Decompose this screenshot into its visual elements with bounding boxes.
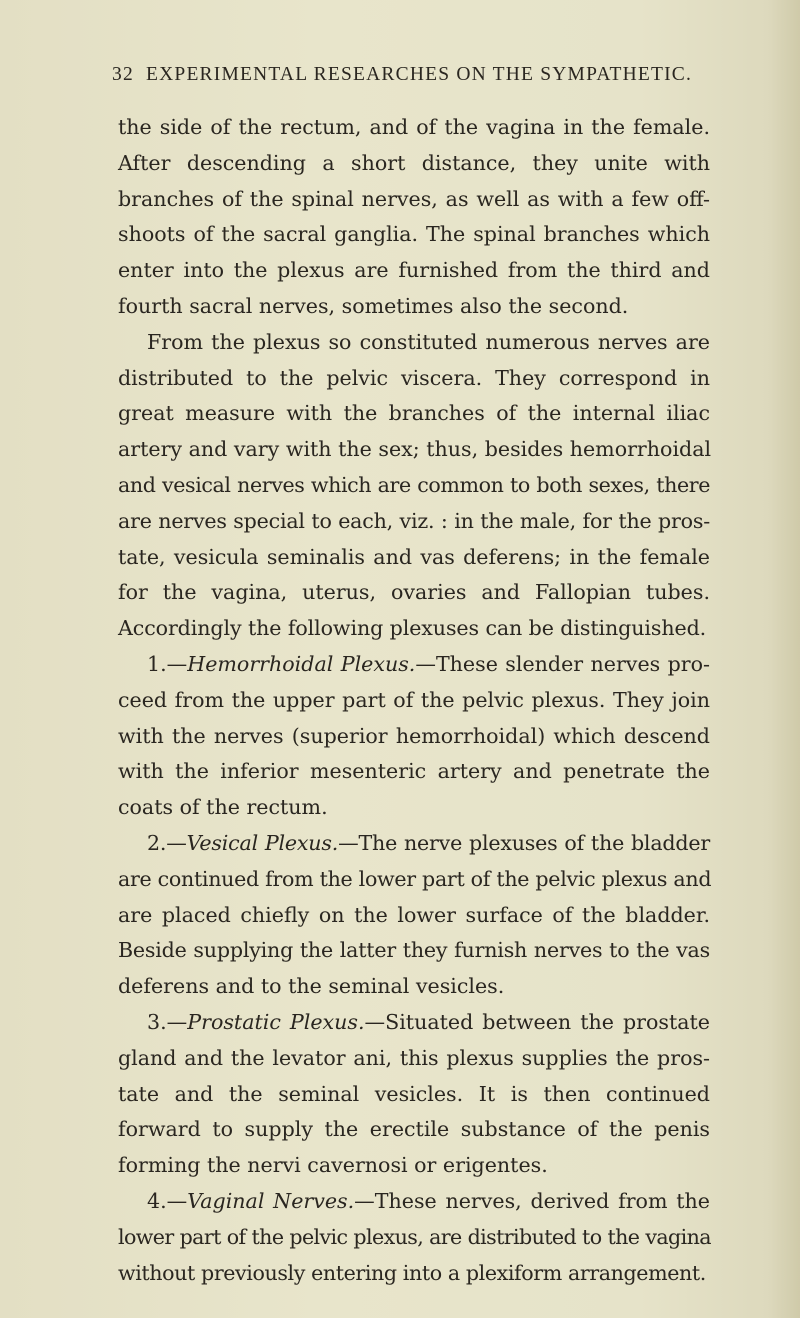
text-line: and vesical nerves which are common to both sexes, there (118, 472, 710, 497)
text-line: coats of the rectum. (118, 795, 328, 820)
text-line: tate, vesicula seminalis and vas deferens; in the female (118, 544, 710, 569)
text-line: branches of the spinal nerves, as well as with a few off- (118, 186, 710, 211)
item-title: Hemorrhoidal Plexus. (187, 651, 416, 676)
text-line: forward to supply the erectile substance of the penis (118, 1117, 710, 1142)
text-line: are placed chiefly on the lower surface of the bladder. (118, 902, 710, 927)
text-line: great measure with the branches of the internal iliac (118, 401, 710, 426)
item-number: 4.— (147, 1188, 188, 1213)
text-line: enter into the plexus are furnished from the third and (118, 258, 710, 283)
item-text: —These nerves, derived from the (354, 1188, 710, 1213)
item-number: 3.— (147, 1009, 188, 1034)
text-line: distributed to the pelvic viscera. They correspond in (118, 365, 710, 390)
item-text: —These slender nerves pro- (415, 651, 710, 676)
item-4-first-line (118, 1184, 710, 1220)
text-line: with the nerves (superior hemorrhoidal) which descend (118, 723, 710, 748)
running-header (112, 64, 692, 94)
item-2-first-line (118, 826, 710, 862)
item-number: 2.— (147, 830, 187, 855)
text-line: without previously entering into a plexiform arrangement. (118, 1260, 706, 1285)
body-text (118, 110, 710, 1291)
text-line: are nerves special to each, viz. : in the male, for the pros- (118, 508, 710, 533)
text-line: artery and vary with the sex; thus, besides hemorrhoidal (118, 437, 712, 462)
text-line: are continued from the lower part of the pelvic plexus and (118, 866, 712, 891)
text-line: After descending a short distance, they unite with (118, 150, 710, 175)
page-number: 32 (112, 64, 134, 85)
item-title: Prostatic Plexus. (187, 1009, 365, 1034)
text-line: shoots of the sacral ganglia. The spinal branches which (118, 222, 710, 247)
text-line: Accordingly the following plexuses can be distinguished. (118, 616, 707, 641)
text-line: deferens and to the seminal vesicles. (118, 974, 505, 999)
text-line: Beside supplying the latter they furnish nerves to the vas (118, 938, 710, 963)
item-title: Vesical Plexus. (186, 830, 339, 855)
text-line: ceed from the upper part of the pelvic plexus. They join (118, 687, 710, 712)
text-line: the side of the rectum, and of the vagina in the female. (118, 115, 710, 139)
text-line: for the vagina, uterus, ovaries and Fallopian tubes. (118, 580, 710, 605)
text-line: with the inferior mesenteric artery and penetrate the (118, 759, 710, 784)
item-3-first-line (118, 1005, 710, 1041)
item-1-first-line (118, 647, 710, 683)
text-line: fourth sacral nerves, sometimes also the second. (118, 293, 629, 318)
running-title: EXPERIMENTAL RESEARCHES ON THE SYMPATHETIC. (146, 64, 693, 85)
item-text: —The nerve plexuses of the bladder (338, 830, 710, 855)
text-line: From the plexus so constituted numerous nerves are (147, 329, 710, 354)
item-title: Vaginal Nerves. (187, 1188, 355, 1213)
item-number: 1.— (147, 651, 188, 676)
text-line: forming the nervi cavernosi or erigentes. (118, 1153, 548, 1178)
text-line: gland and the levator ani, this plexus supplies the pros- (118, 1045, 710, 1070)
item-text: —Situated between the prostate (364, 1009, 710, 1034)
text-line: lower part of the pelvic plexus, are distributed to the vagina (118, 1224, 711, 1249)
text-line: tate and the seminal vesicles. It is then continued (118, 1081, 710, 1106)
